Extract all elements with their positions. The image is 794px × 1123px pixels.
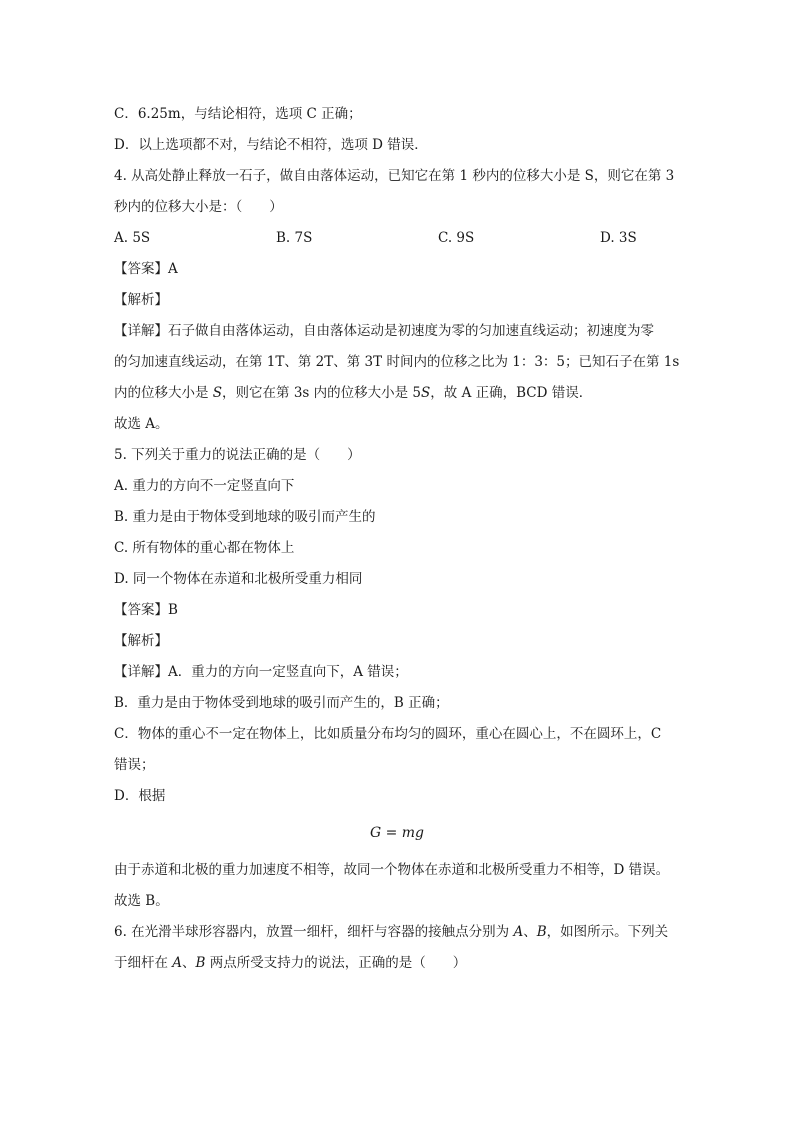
detail-tag: 【详解】 — [114, 664, 168, 680]
q4-option-d: D. 3S — [600, 230, 637, 246]
q6-stem-text-1b: ，如图所示。下列关 — [546, 924, 669, 940]
q4-detail-text-1: 石子做自由落体运动，自由落体运动是初速度为零的匀加速直线运动；初速度为零 — [168, 323, 654, 339]
q5-detail-a-text: A．重力的方向一定竖直向下，A 错误； — [168, 664, 408, 680]
q6-stem-text-1a: 6. 在光滑半球形容器内，放置一细杆，细杆与容器的接触点分别为 — [114, 924, 514, 940]
q6-point-b-2: B — [195, 955, 206, 971]
q6-separator: 、 — [523, 924, 537, 940]
q6-point-a: A — [513, 924, 524, 940]
q5-answer-value: B — [168, 602, 178, 618]
q6-point-a-2: A — [172, 955, 183, 971]
q4-detail-text-3a: 内的位移大小是 — [114, 385, 213, 401]
q4-detail-line-2: 的匀加速直线运动，在第 1T、第 2T、第 3T 时间内的位移之比为 1：3：5；已知石子在第 1s — [114, 354, 680, 370]
detail-tag: 【详解】 — [114, 323, 168, 339]
q4-detail-line-1 — [114, 321, 654, 341]
q6-separator-2: 、 — [182, 955, 196, 971]
q5-conclusion: 故选 B。 — [114, 893, 169, 909]
q4-option-a: A. 5S — [114, 230, 151, 246]
q6-stem-line-1 — [114, 922, 668, 942]
q5-detail-c-line-1: C．物体的重心不一定在物体上，比如质量分布均匀的圆环，重心在圆心上，不在圆环上，C — [114, 726, 662, 742]
gravity-formula: G = mg — [369, 825, 425, 841]
q4-answer-line — [114, 259, 178, 279]
q5-detail-a — [114, 662, 408, 682]
q5-answer-line — [114, 600, 178, 620]
answer-tag: 【答案】 — [114, 602, 168, 618]
q4-stem-line-2: 秒内的位移大小是：（ ） — [114, 199, 283, 215]
q4-conclusion: 故选 A。 — [114, 416, 169, 432]
q3-option-c-analysis: C．6.25m，与结论相符，选项 C 正确； — [114, 106, 362, 122]
q4-detail-line-3 — [114, 383, 592, 403]
q4-symbol-s-2: S — [421, 385, 431, 401]
q4-analysis-tag: 【解析】 — [114, 292, 168, 308]
q6-stem-text-2a: 于细杆在 — [114, 955, 173, 971]
q4-detail-text-3c: ，故 A 正确，BCD 错误． — [430, 385, 593, 401]
q3-option-d-analysis: D．以上选项都不对，与结论不相符，选项 D 错误． — [114, 137, 428, 153]
q5-detail-d: D．根据 — [114, 788, 166, 804]
q5-option-b: B. 重力是由于物体受到地球的吸引而产生的 — [114, 509, 376, 525]
q5-stem: 5. 下列关于重力的说法正确的是（ ） — [114, 447, 361, 463]
q4-detail-text-3b: ，则它在第 3s 内的位移大小是 5 — [222, 385, 422, 401]
answer-tag: 【答案】 — [114, 261, 168, 277]
q6-point-b: B — [536, 924, 547, 940]
q5-option-c: C. 所有物体的重心都在物体上 — [114, 540, 295, 556]
q5-analysis-tag: 【解析】 — [114, 633, 168, 649]
q6-stem-text-2b: 两点所受支持力的说法，正确的是（ ） — [205, 955, 467, 971]
q5-option-d: D. 同一个物体在赤道和北极所受重力相同 — [114, 571, 363, 587]
q6-stem-line-2 — [114, 953, 466, 973]
q5-detail-c-line-2: 错误； — [114, 757, 155, 773]
q5-detail-b: B．重力是由于物体受到地球的吸引而产生的，B 正确； — [114, 695, 449, 711]
q4-answer-value: A — [168, 261, 178, 277]
q4-option-b: B. 7S — [276, 230, 313, 246]
q5-after-formula: 由于赤道和北极的重力加速度不相等，故同一个物体在赤道和北极所受重力不相等，D 错误。 — [114, 862, 670, 878]
q4-stem-line-1: 4. 从高处静止释放一石子，做自由落体运动，已知它在第 1 秒内的位移大小是 S，则它在第 3 — [114, 168, 675, 184]
q5-option-a: A. 重力的方向不一定竖直向下 — [114, 478, 295, 494]
q4-symbol-s: S — [212, 385, 223, 401]
q4-option-c: C. 9S — [438, 230, 475, 246]
